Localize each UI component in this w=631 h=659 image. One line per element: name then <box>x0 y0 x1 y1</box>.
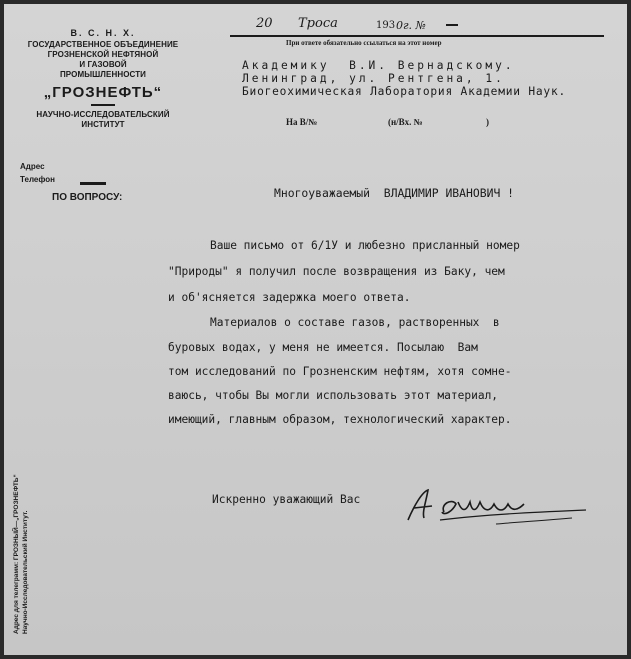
incoming-close: ) <box>486 117 489 127</box>
body-line: Ваше письмо от 6/1У и любезно присланный номер <box>210 239 520 252</box>
letterhead-org-line: ГОСУДАРСТВЕННОЕ ОБЪЕДИНЕНИЕ <box>27 40 179 49</box>
ref-label: На В/№ <box>286 117 318 127</box>
date-month: Троса <box>298 16 338 31</box>
body-line: Материалов о составе газов, растворенных в <box>210 316 500 329</box>
body-line: "Природы" я получил после возвращения из Баку, чем <box>168 265 505 278</box>
letterhead-institute: НАУЧНО-ИССЛЕДОВАТЕЛЬСКИЙ <box>36 110 170 119</box>
recipient-line: Биогеохимическая Лаборатория Академии Наук. <box>242 85 567 98</box>
closing: Искренно уважающий Вас <box>212 493 361 506</box>
phone-blank <box>80 182 106 185</box>
salutation: Многоуважаемый ВЛАДИМИР ИВАНОВИЧ ! <box>274 186 515 200</box>
letterhead-brand: „ГРОЗНЕФТЬ“ <box>43 84 163 101</box>
letterhead-org-line: И ГАЗОВОЙ <box>79 60 127 69</box>
address-label: Адрес <box>20 162 45 171</box>
date-underline <box>230 35 604 37</box>
letterhead-org-line: ГРОЗНЕНСКОЙ НЕФТЯНОЙ <box>47 50 159 59</box>
letter-sheet <box>4 4 627 655</box>
number-dash <box>446 24 458 26</box>
body-line: имеющий, главным образом, технологический характер. <box>168 413 512 426</box>
question-label: ПО ВОПРОСУ: <box>52 192 123 203</box>
recipient-line: Ленинград, ул. Рентгена, 1. <box>242 72 505 85</box>
date-year-suffix: 0г. № <box>396 19 426 32</box>
letterhead-org-line: ПРОМЫШЛЕННОСТИ <box>59 70 147 79</box>
letterhead-divider <box>91 104 115 106</box>
margin-telegram-note <box>12 474 30 634</box>
letterhead-vsnh: В. С. Н. Х. <box>70 28 136 38</box>
reply-note: При ответе обязательно ссылаться на этот номер <box>286 39 442 47</box>
body-line: том исследований по Грозненским нефтям, хотя сомне- <box>168 365 512 378</box>
body-line: буровых водах, у меня не имеется. Посылаю Вам <box>168 341 478 354</box>
body-line: и об'ясняется задержка моего ответа. <box>168 291 411 304</box>
body-line: ваюсь, чтобы Вы могли использовать этот материал, <box>168 389 499 402</box>
date-day: 20 <box>256 16 273 31</box>
letterhead-institute: ИНСТИТУТ <box>81 120 125 129</box>
date-year-prefix: 193 <box>376 20 396 31</box>
phone-label: Телефон <box>20 175 55 184</box>
signature-image <box>400 482 600 532</box>
letterhead <box>8 28 198 130</box>
margin-note-line: Адрес для телеграмм: ГРОЗНЫЙ—„ГРОЗНЕФТЬ“ <box>13 474 20 634</box>
recipient-line: Академику В.И. Вернадскому. <box>242 59 515 72</box>
incoming-label: (н/Вх. № <box>388 117 423 127</box>
margin-note-line: Научно-Исследовательский Институт. <box>22 510 29 634</box>
